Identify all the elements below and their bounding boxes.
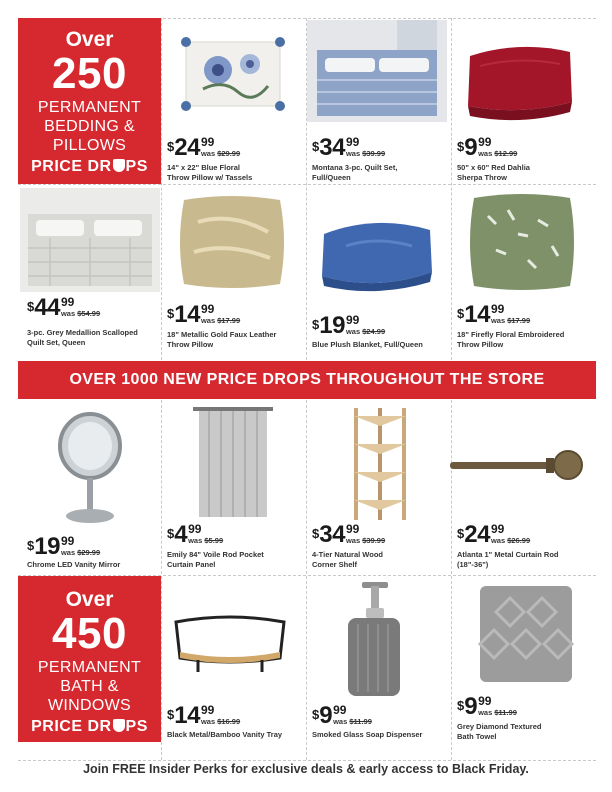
product-description: 14" x 22" Blue Floral Throw Pillow w/ Tassels xyxy=(167,163,253,182)
promo-number: 450 xyxy=(52,609,127,658)
promo-line: PERMANENT xyxy=(37,659,142,676)
price: $ 9 99 was $11.99 xyxy=(457,693,517,720)
gold-pillow-image xyxy=(178,192,286,292)
promo-line: WINDOWS xyxy=(48,697,131,714)
promo-over: Over xyxy=(65,28,114,51)
product-description: 3-pc. Grey Medallion Scalloped Quilt Set, Queen xyxy=(27,328,138,347)
promo-line: PERMANENT xyxy=(37,99,142,116)
price: $ 9 99 was $11.99 xyxy=(312,702,372,729)
vanity-mirror-image xyxy=(50,410,130,526)
bath-towel-image xyxy=(476,582,576,686)
price: $ 14 99 was $16.99 xyxy=(167,702,241,729)
product-description: 18" Metallic Gold Faux Leather Throw Pillow xyxy=(167,330,277,349)
promo-line: PILLOWS xyxy=(52,137,127,154)
floral-pillow-image xyxy=(178,34,288,114)
product-description: Chrome LED Vanity Mirror xyxy=(27,560,121,569)
corner-shelf-image xyxy=(350,408,410,520)
product-description: Atlanta 1" Metal Curtain Rod (18"-36") xyxy=(457,550,559,569)
product-description: 4-Tier Natural Wood Corner Shelf xyxy=(312,550,383,569)
price: $ 9 99 was $12.99 xyxy=(457,134,518,161)
product-description: Black Metal/Bamboo Vanity Tray xyxy=(167,730,283,739)
quilt-set-image xyxy=(307,20,447,122)
product-description: Smoked Glass Soap Dispenser xyxy=(312,730,423,739)
price: $ 34 99 was $39.99 xyxy=(312,521,386,548)
curtain-rod-image xyxy=(450,448,586,484)
price: $ 24 99 was $26.99 xyxy=(457,521,531,548)
grey-quilt-image xyxy=(20,188,160,292)
product-description: Emily 84" Voile Rod Pocket Curtain Panel xyxy=(167,550,264,569)
blue-blanket-image xyxy=(316,206,438,296)
promo-bedding xyxy=(18,18,161,184)
price: $ 4 99 was $5.99 xyxy=(167,521,224,548)
price: $ 14 99 was $17.99 xyxy=(457,301,531,328)
red-throw-image xyxy=(460,36,580,126)
product-description: 18" Firefly Floral Embroidered Throw Pillow xyxy=(457,330,565,349)
price: $ 19 99 was $29.99 xyxy=(27,533,101,560)
curtain-panel-image xyxy=(193,407,273,517)
green-pillow-image xyxy=(468,190,576,294)
product-description: Montana 3-pc. Quilt Set, Full/Queen xyxy=(312,163,398,182)
promo-price-drops: PRICE DR PS xyxy=(31,718,148,735)
promo-line: BEDDING & xyxy=(44,118,135,135)
price: $ 34 99 was $39.99 xyxy=(312,134,386,161)
promo-bath xyxy=(18,576,161,742)
price-drops-banner: OVER 1000 NEW PRICE DROPS THROUGHOUT THE STORE xyxy=(18,361,596,399)
footer-tagline: Join FREE Insider Perks for exclusive deals & early access to Black Friday. xyxy=(83,762,529,776)
price: $ 14 99 was $17.99 xyxy=(167,301,241,328)
vanity-tray-image xyxy=(168,612,292,674)
product-description: Grey Diamond Textured Bath Towel xyxy=(457,722,542,741)
promo-price-drops: PRICE DR PS xyxy=(31,158,148,175)
price: $ 19 99 was $24.99 xyxy=(312,312,386,339)
promo-over: Over xyxy=(65,588,114,611)
price: $ 24 99 was $29.99 xyxy=(167,134,241,161)
promo-number: 250 xyxy=(52,49,127,98)
product-description: Blue Plush Blanket, Full/Queen xyxy=(312,340,423,349)
soap-dispenser-image xyxy=(342,580,406,698)
shield-icon xyxy=(113,719,125,732)
price: $ 44 99 was $54.99 xyxy=(27,294,101,321)
product-description: 50" x 60" Red Dahlia Sherpa Throw xyxy=(457,163,530,182)
shield-icon xyxy=(113,159,125,172)
promo-line: BATH & xyxy=(60,678,119,695)
